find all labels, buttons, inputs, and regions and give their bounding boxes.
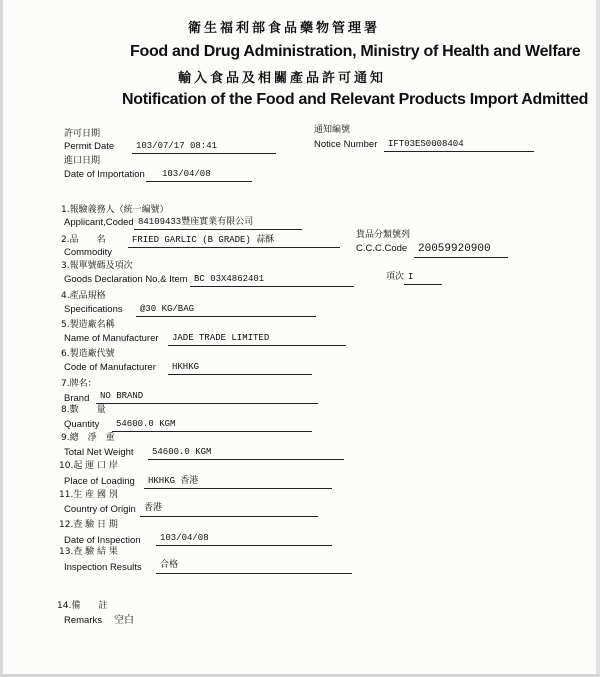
- origin-label-en: Country of Origin: [64, 504, 136, 515]
- permit-date-value: 103/07/17 08:41: [136, 141, 218, 151]
- loading-underline: [144, 488, 332, 489]
- origin-label-zh: 11.生 産 國 別: [59, 490, 118, 500]
- import-date-underline: [146, 181, 252, 182]
- manufacturer-code-label-en: Code of Manufacturer: [64, 362, 156, 373]
- net-weight-underline: [148, 459, 344, 460]
- declaration-label-en: Goods Declaration No.& Item: [64, 274, 188, 285]
- specifications-underline: [136, 316, 316, 317]
- declaration-item-underline: [404, 284, 442, 285]
- import-date-value: 103/04/08: [162, 169, 211, 179]
- commodity-value: FRIED GARLIC (B GRADE) 蒜酥: [132, 235, 275, 245]
- loading-label-zh: 10.起 運 口 岸: [59, 461, 118, 471]
- remarks-value: 空白: [114, 615, 134, 626]
- inspection-date-value: 103/04/08: [160, 533, 209, 543]
- declaration-underline: [190, 286, 354, 287]
- import-date-label-en: Date of Importation: [64, 169, 145, 180]
- agency-name-zh: 衛生福利部食品藥物管理署: [188, 21, 381, 36]
- manufacturer-code-label-zh: 6.製造廠代號: [61, 349, 115, 359]
- document-title-en: Notification of the Food and Relevant Products Import Admitted: [122, 91, 589, 108]
- commodity-label-en: Commodity: [64, 247, 113, 258]
- declaration-item-value: I: [408, 272, 414, 282]
- inspection-results-underline: [156, 573, 352, 574]
- declaration-value: BC 03X4862401: [194, 274, 265, 284]
- ccc-code-label-zh: 貨品分類號列: [356, 230, 411, 240]
- specifications-value: @30 KG/BAG: [140, 304, 195, 314]
- scan-edge-left: [0, 0, 3, 677]
- permit-date-underline: [132, 153, 276, 154]
- manufacturer-label-en: Name of Manufacturer: [64, 333, 159, 344]
- brand-value: NO BRAND: [100, 391, 144, 401]
- net-weight-label-zh: 9.總 淨 重: [61, 433, 115, 443]
- origin-value: 香港: [144, 503, 163, 513]
- inspection-date-label-en: Date of Inspection: [64, 535, 141, 546]
- notice-number-underline: [384, 151, 534, 152]
- inspection-results-label-zh: 13.查 驗 結 果: [59, 547, 118, 557]
- remarks-label-zh: 14.備 註: [57, 601, 108, 611]
- quantity-label-zh: 8.數 量: [61, 405, 106, 415]
- origin-underline: [140, 516, 318, 517]
- inspection-results-value: 合格: [160, 560, 179, 570]
- inspection-results-label-en: Inspection Results: [64, 562, 142, 573]
- manufacturer-value: JADE TRADE LIMITED: [172, 333, 270, 343]
- ccc-code-value: 20059920900: [418, 243, 491, 255]
- applicant-label-en: Applicant,Coded: [64, 217, 134, 228]
- applicant-label-zh: 1.報驗義務人（統一編號）: [61, 205, 169, 215]
- manufacturer-label-zh: 5.製造廠名稱: [61, 320, 115, 330]
- loading-value: HKHKG 香港: [148, 476, 199, 486]
- loading-label-en: Place of Loading: [64, 476, 135, 487]
- scan-edge-right: [596, 0, 600, 677]
- manufacturer-underline: [168, 345, 346, 346]
- specifications-label-zh: 4.產品規格: [61, 291, 106, 301]
- brand-underline: [96, 403, 318, 404]
- import-date-label-zh: 進口日期: [64, 156, 101, 166]
- quantity-underline: [112, 431, 312, 432]
- applicant-underline: [134, 229, 302, 230]
- declaration-item-label: 項次: [386, 272, 405, 282]
- notice-number-label-en: Notice Number: [314, 139, 378, 150]
- remarks-label-en: Remarks: [64, 615, 103, 626]
- declaration-label-zh: 3.報單號碼及項次: [61, 261, 133, 271]
- agency-name-en: Food and Drug Administration, Ministry of Health and Welfare: [130, 43, 581, 60]
- net-weight-value: 54600.0 KGM: [152, 447, 212, 457]
- manufacturer-code-value: HKHKG: [172, 362, 200, 372]
- quantity-label-en: Quantity: [64, 419, 100, 430]
- quantity-value: 54600.0 KGM: [116, 419, 176, 429]
- commodity-underline: [128, 247, 340, 248]
- ccc-code-label-en: C.C.C.Code: [356, 243, 408, 254]
- inspection-date-label-zh: 12.查 驗 日 期: [59, 520, 118, 530]
- commodity-label-zh: 2.品 名: [61, 235, 106, 245]
- net-weight-label-en: Total Net Weight: [64, 447, 134, 458]
- document-title-zh: 輸入食品及相關產品許可通知: [178, 71, 387, 86]
- applicant-value: 84109433豐座實業有限公司: [138, 217, 254, 227]
- ccc-code-underline: [414, 257, 508, 258]
- specifications-label-en: Specifications: [64, 304, 123, 315]
- brand-label-en: Brand: [64, 393, 90, 404]
- permit-date-label-zh: 許可日期: [64, 129, 101, 139]
- notice-number-label-zh: 通知編號: [314, 125, 351, 135]
- notice-number-value: IFT03ES0008404: [388, 139, 464, 149]
- inspection-date-underline: [156, 545, 332, 546]
- brand-label-zh: 7.牌名：: [61, 379, 97, 389]
- manufacturer-code-underline: [168, 374, 312, 375]
- permit-date-label-en: Permit Date: [64, 141, 115, 152]
